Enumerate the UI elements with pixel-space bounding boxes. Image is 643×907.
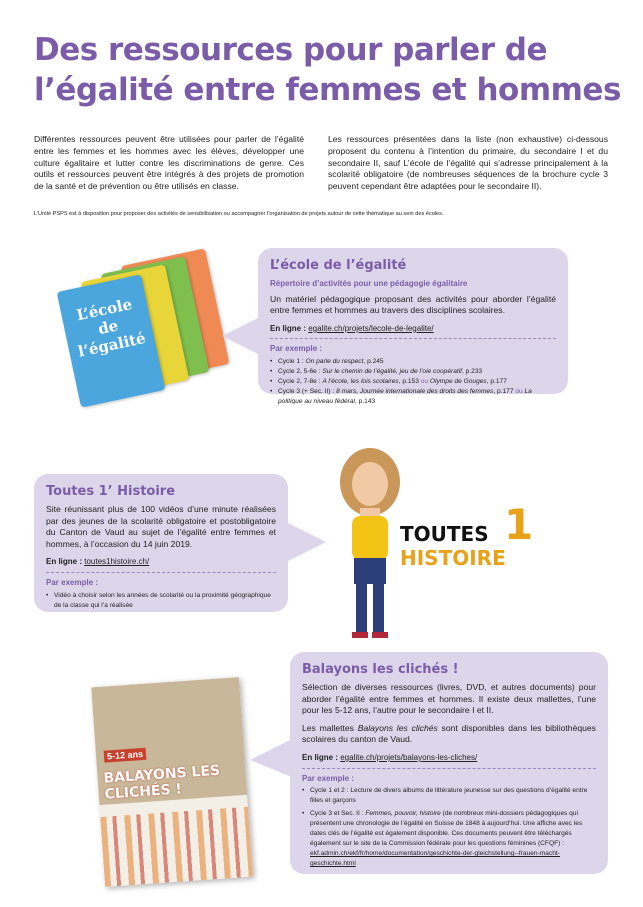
ecole-subheading: Répertoire d’activités pour une pédagogie égalitaire [270, 279, 468, 288]
toutes-box [34, 474, 288, 612]
ecole-link[interactable]: egalite.ch/projets/lecole-de-legalite/ [308, 323, 434, 333]
intro-left: Différentes ressources peuvent être utilisées pour parler de l’égalité entre les femmes et les hommes avec les élèves, développer une culture égalitaire et lutter contre les discriminations de genre. Ces outils et ressources peuvent être intégrés à des projets de promotion de la santé et de prévention ou être utilisés en classe. [34, 134, 304, 192]
ecole-books-illustration [62, 256, 242, 416]
balayons-box-pointer [250, 738, 294, 778]
poster-decoration [100, 807, 253, 887]
ecole-box [258, 248, 568, 405]
toutes-online: En ligne : toutes1histoire.ch/ [46, 557, 150, 567]
page-title: Des ressources pour parler de l’égalité entre femmes et hommes [34, 32, 621, 108]
list-item: • Vidéo à choisir selon les années de scolarité ou la proximité géographique de la classe qui l’a réalisée [54, 591, 276, 611]
toutes-description: Site réunissant plus de 100 vidéos d’une minute réalisées par des jeunes de la scolarité obligatoire et postobligatoire du Canton de Vaud au sujet de l’égalité entre femmes et hommes, à l’occasion du 14 juin 2019. [46, 504, 276, 549]
balayons-online: En ligne : egalite.ch/projets/balayons-les-cliches/ [302, 752, 478, 762]
ecole-description: Un matériel pédagogique proposant des activités pour aborder l’égalité entre femmes et hommes au travers des disciplines scolaires. [270, 293, 556, 316]
balayons-description: Sélection de diverses ressources (livres, DVD, et autres documents) pour aborder l’égalité entre femmes et hommes. Il existe deux mallettes, l’une pour les 5-12 ans, l’autre pour le secondaire I et II. [302, 682, 596, 716]
balayons-heading: Balayons les clichés ! [302, 662, 459, 677]
book-title: L’école de l’égalité [75, 295, 148, 361]
toutes-box-pointer [286, 522, 326, 562]
poster-title: BALAYONS LES CLICHÉS ! [103, 762, 221, 803]
list-item: • Cycle 3 (+ Sec. II) : 8 mars, Journée internationale des droits des femmes, p.177 ou La politique au niveau fédéral, p.143 [278, 387, 556, 407]
ecole-heading: L’école de l’égalité [270, 258, 407, 273]
logo-toutes: TOUTES [400, 522, 489, 546]
balayons-box [290, 652, 608, 874]
list-item: • Cycle 1 : On parle du respect, p.245 [278, 357, 556, 367]
balayons-description2: Les mallettes Balayons les clichés sont disponibles dans les bibliothèques scolaires du canton de Vaud. [302, 722, 596, 745]
ecole-box-pointer [222, 316, 262, 356]
list-item: • Cycle 2, 5-6e : Sur le chemin de l’égalité, jeu de l’oie coopératif, p.233 [278, 367, 556, 377]
logo-one: 1 [504, 500, 534, 549]
toutes-link[interactable]: toutes1histoire.ch/ [84, 557, 150, 567]
toutes-histoire-logo [400, 500, 534, 570]
psps-note: L’Unité PSPS est à disposition pour proposer des activités de sensibilisation ou accompagner l’organisation de projets autour de cette thématique au sein des écoles. [34, 211, 444, 217]
girl-illustration [330, 448, 410, 648]
list-item: • Cycle 2, 7-8e : A l’école, les lois scolaires, p.153 ou Olympe de Gouges, p.177 [278, 377, 556, 387]
list-item: • Cycle 1 et 2 : Lecture de divers albums de littérature jeunesse sur des questions d’égalité entre filles et garçons [310, 786, 596, 806]
balayons-examples-label: Par exemple : [302, 768, 596, 785]
ecole-examples-label: Par exemple : [270, 338, 556, 355]
balayons-link[interactable]: egalite.ch/projets/balayons-les-cliches/ [340, 752, 478, 762]
list-item: • Cycle 3 et Sec. II : Femmes, pouvoir, histoire (de nombreux mini-dossiers pédagogiques qui présentent une chronologie de l’égalité en Suisse de 1848 à aujourd’hui. Une affiche avec les dates clés de l’égalité est également disponible. Ces documents peuvent être téléchargés également sur le site de la Commission fédérale pour les questions féminines (CFQF) : ekf.admin.ch/ekf/fr/home/documentation/geschichte-der-gleichstellung--frauen-macht-geschichte.html [310, 809, 596, 869]
toutes-heading: Toutes 1’ Histoire [46, 484, 176, 499]
ecole-online: En ligne : egalite.ch/projets/lecole-de-legalite/ [270, 323, 434, 333]
logo-histoire: HISTOIRE [400, 546, 506, 570]
cfqf-link[interactable]: ekf.admin.ch/ekf/fr/home/documentation/geschichte-der-gleichstellung--frauen-macht-geschichte.html [310, 850, 560, 868]
poster-age: 5-12 ans [104, 748, 147, 763]
toutes-examples-label: Par exemple : [46, 572, 276, 589]
ecole-examples-list [270, 357, 556, 407]
balayons-examples-list [302, 786, 596, 869]
balayons-poster [91, 677, 253, 887]
intro-right: Les ressources présentées dans la liste (non exhaustive) ci-dessous proposent du contenu à l’intention du primaire, du secondaire I et du secondaire II, sauf L’école de l’égalité qui s’adresse principalement à la scolarité obligatoire (de nombreuses séquences de la brochure cycle 3 peuvent cependant être adaptées pour le secondaire II). [328, 134, 608, 192]
toutes-examples-list [46, 591, 276, 611]
